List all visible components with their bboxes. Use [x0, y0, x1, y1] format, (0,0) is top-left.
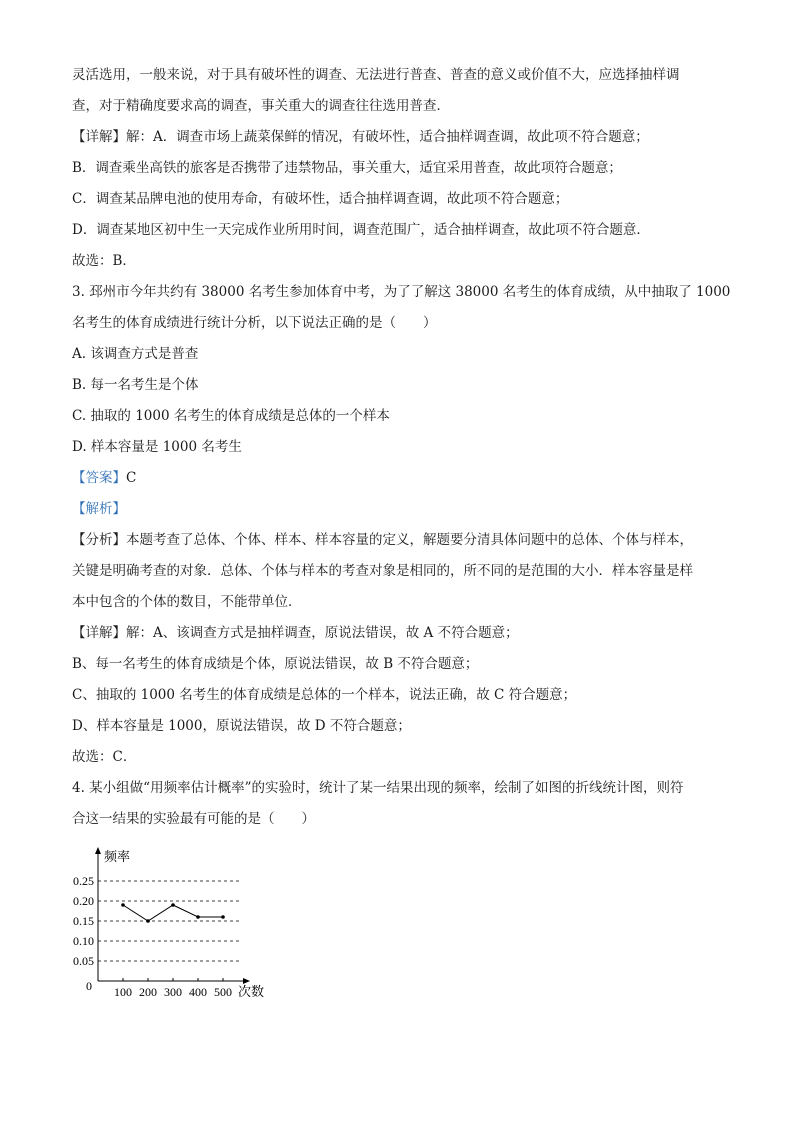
chart-axes [86, 847, 264, 999]
question-4-stem-cont: 合这一结果的实验最有可能的是（ ） [72, 811, 315, 827]
chart-series [121, 903, 225, 923]
text-line: 【详解】解：A．调查市场上蔬菜保鲜的情况，有破坏性，适合抽样调查调，故此项不符合题意； [72, 129, 649, 145]
text-line: 【分析】本题考查了总体、个体、样本、样本容量的定义，解题要分清具体问题中的总体、个体与样本， [72, 532, 693, 548]
x-tick-label: 100 [114, 985, 132, 999]
answer-line [72, 463, 732, 494]
question-4-stem: 4. 某小组做“用频率估计概率”的实验时，统计了某一结果出现的频率，绘制了如图的折线统计图，则符 [72, 780, 684, 796]
option-a: A. 该调查方式是普查 [72, 346, 199, 362]
text-line: 灵活选用，一般来说，对于具有破坏性的调查、无法进行普查、普查的意义或价值不大，应选择抽样调 [72, 67, 680, 83]
question-3-stem-cont: 名考生的体育成绩进行统计分析，以下说法正确的是（ ） [72, 315, 437, 331]
frequency-line-chart [64, 845, 294, 1005]
option-d: D. 样本容量是 1000 名考生 [72, 439, 242, 455]
text-line: C、抽取的 1000 名考生的体育成绩是总体的一个样本，说法正确，故 C 符合题意； [72, 687, 577, 703]
data-point [121, 903, 125, 907]
y-axis-label: 频率 [104, 849, 131, 864]
text-line: D、样本容量是 1000，原说法错误，故 D 不符合题意； [72, 718, 411, 734]
data-point [146, 919, 150, 923]
data-point [171, 903, 175, 907]
text-line: 查，对于精确度要求高的调查，事关重大的调查往往选用普查． [72, 98, 450, 114]
answer-value: C [126, 470, 137, 486]
text-line: B、每一名考生的体育成绩是个体，原说法错误，故 B 不符合题意； [72, 656, 479, 672]
y-tick-label: 0.15 [73, 914, 94, 928]
origin-label: 0 [86, 979, 92, 993]
chart-grid [98, 881, 242, 961]
y-tick-labels [73, 874, 94, 968]
text-line: 故选：C． [72, 749, 137, 765]
text-line: 故选：B． [72, 253, 136, 269]
x-tick-label: 300 [164, 985, 182, 999]
x-axis-label: 次数 [238, 984, 265, 999]
text-line: B．调查乘坐高铁的旅客是否携带了违禁物品，事关重大，适宜采用普查，故此项符合题意； [72, 160, 622, 176]
document-body [72, 60, 732, 835]
y-tick-label: 0.25 [73, 874, 94, 888]
analysis-heading: 【解析】 [72, 501, 126, 517]
question-3-stem: 3. 邳州市今年共约有 38000 名考生参加体育中考，为了了解这 38000 名考生的体育成绩，从中抽取了 1000 [72, 284, 731, 300]
y-axis-arrow [95, 847, 101, 854]
option-b: B. 每一名考生是个体 [72, 377, 199, 393]
x-tick-label: 400 [189, 985, 207, 999]
data-point [221, 915, 225, 919]
x-tick-label: 200 [139, 985, 157, 999]
text-line: 【详解】解：A、该调查方式是抽样调查，原说法错误，故 A 不符合题意； [72, 625, 519, 641]
data-point [196, 915, 200, 919]
text-line: C．调查某品牌电池的使用寿命，有破坏性，适合抽样调查调，故此项不符合题意； [72, 191, 569, 207]
answer-label: 【答案】 [72, 470, 126, 486]
x-tick-label: 500 [214, 985, 232, 999]
text-line: D．调查某地区初中生一天完成作业所用时间，调查范围广，适合抽样调查，故此项不符合题意． [72, 222, 650, 238]
series-line [123, 905, 223, 921]
y-tick-label: 0.10 [73, 934, 94, 948]
y-tick-label: 0.05 [73, 954, 94, 968]
text-line: 本中包含的个体的数目，不能带单位． [72, 594, 302, 610]
option-c: C. 抽取的 1000 名考生的体育成绩是总体的一个样本 [72, 408, 390, 424]
text-line: 关键是明确考查的对象．总体、个体与样本的考查对象是相同的，所不同的是范围的大小．样本容量是样 [72, 563, 693, 579]
y-tick-label: 0.20 [73, 894, 94, 908]
